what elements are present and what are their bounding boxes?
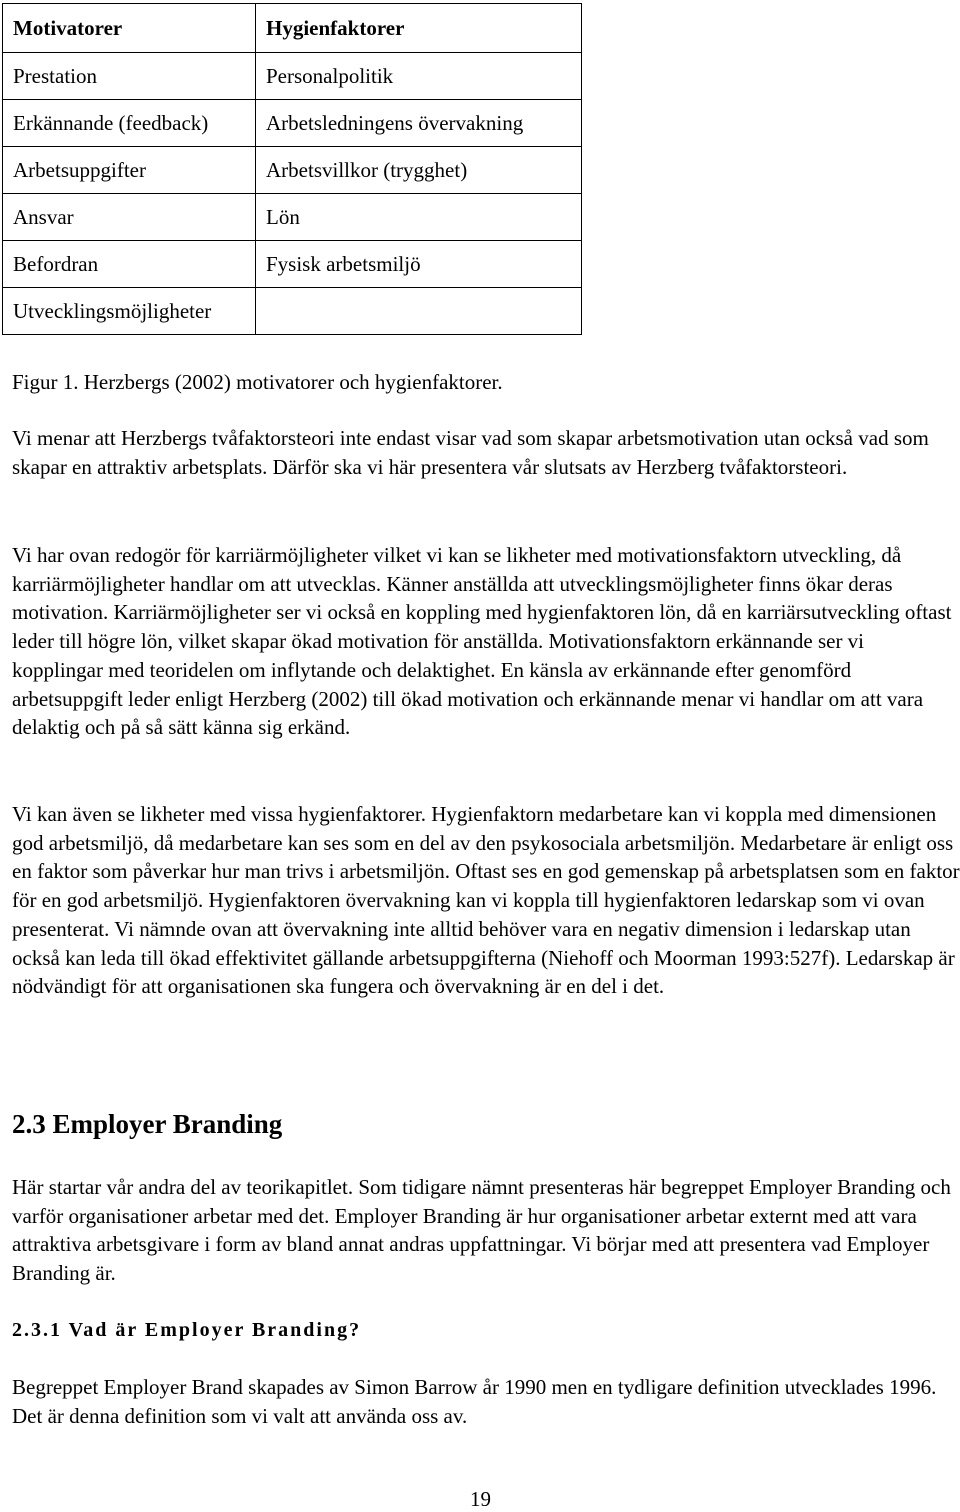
page-number: 19 (470, 1487, 491, 1511)
table-cell: Arbetsuppgifter (3, 147, 256, 194)
table-row (3, 194, 582, 241)
body-paragraph: Vi menar att Herzbergs tvåfaktorsteori inte endast visar vad som skapar arbetsmotivation utan också vad som skapar en attraktiv arbetsplats. Därför ska vi här presentera vår slutsats av Herzberg tvåfaktorsteori. (12, 426, 929, 479)
table-header-cell: Hygienfaktorer (256, 4, 582, 53)
table-cell: Arbetsledningens övervakning (256, 100, 582, 147)
table-row (3, 241, 582, 288)
table-cell: Ansvar (3, 194, 256, 241)
table-cell: Utvecklingsmöjligheter (3, 288, 256, 335)
section-heading: 2.3 Employer Branding (12, 1109, 283, 1139)
table-row (3, 100, 582, 147)
table-header-row (3, 4, 582, 53)
table-cell: Prestation (3, 53, 256, 100)
table-row (3, 288, 582, 335)
body-paragraph: Vi har ovan redogör för karriärmöjligheter vilket vi kan se likheter med motivationsfaktorn utveckling, då karriärmöjligheter handlar om att utvecklas. Känner anställda att utvecklingsmöjligheter finns ökar deras motivation. Karriärmöjligheter ser vi också en koppling med hygienfaktoren lön, då en karriärsutveckling oftast leder till högre lön, vilket skapar ökad motivation för anställda. Motivationsfaktorn erkännande ser vi kopplingar med teoridelen om inflytande och delaktighet. En känsla av erkännande efter genomförd arbetsuppgift leder enligt Herzberg (2002) till ökad motivation och erkännande menar vi handlar om att vara delaktig och på så sätt känna sig erkänd. (12, 543, 952, 740)
motivators-hygiene-table (2, 3, 582, 335)
body-paragraph: Vi kan även se likheter med vissa hygienfaktorer. Hygienfaktorn medarbetare kan vi koppla med dimensionen god arbetsmiljö, då medarbetare kan ses som en del av den psykosociala arbetsmiljön. Medarbetare är enligt oss en faktor som påverkar hur man trivs i arbetsmiljön. Oftast ses en god gemenskap på arbetsplatsen som en faktor för en god arbetsmiljö. Hygienfaktoren övervakning kan vi koppla till hygienfaktoren ledarskap som vi ovan presenterat. Vi nämnde ovan att övervakning inte alltid behöver vara en negativ dimension i ledarskap utan också kan leda till ökad effektivitet gällande arbetsuppgifterna (Niehoff och Moorman 1993:527f). Ledarskap är nödvändigt för att organisationen ska fungera och övervakning är en del i det. (12, 802, 960, 999)
subsection-paragraph: Begreppet Employer Brand skapades av Simon Barrow år 1990 men en tydligare definition utvecklades 1996. Det är denna definition som vi valt att använda oss av. (12, 1375, 937, 1428)
figure-caption: Figur 1. Herzbergs (2002) motivatorer och hygienfaktorer. (12, 370, 503, 394)
table-header-cell: Motivatorer (3, 4, 256, 53)
table-cell (256, 288, 582, 335)
table-cell: Befordran (3, 241, 256, 288)
table-cell: Personalpolitik (256, 53, 582, 100)
table-cell: Lön (256, 194, 582, 241)
subsection-heading: 2.3.1 Vad är Employer Branding? (12, 1319, 362, 1341)
table-row (3, 147, 582, 194)
table-row (3, 53, 582, 100)
section-paragraph: Här startar vår andra del av teorikapitlet. Som tidigare nämnt presenteras här begreppet Employer Branding och varför organisationer arbetar med det. Employer Branding är hur organisationer arbetar externt med att vara attraktiva arbetsgivare i form av bland annat andras uppfattningar. Vi börjar med att presentera vad Employer Branding är. (12, 1175, 951, 1286)
table-cell: Fysisk arbetsmiljö (256, 241, 582, 288)
table-cell: Arbetsvillkor (trygghet) (256, 147, 582, 194)
table-cell: Erkännande (feedback) (3, 100, 256, 147)
